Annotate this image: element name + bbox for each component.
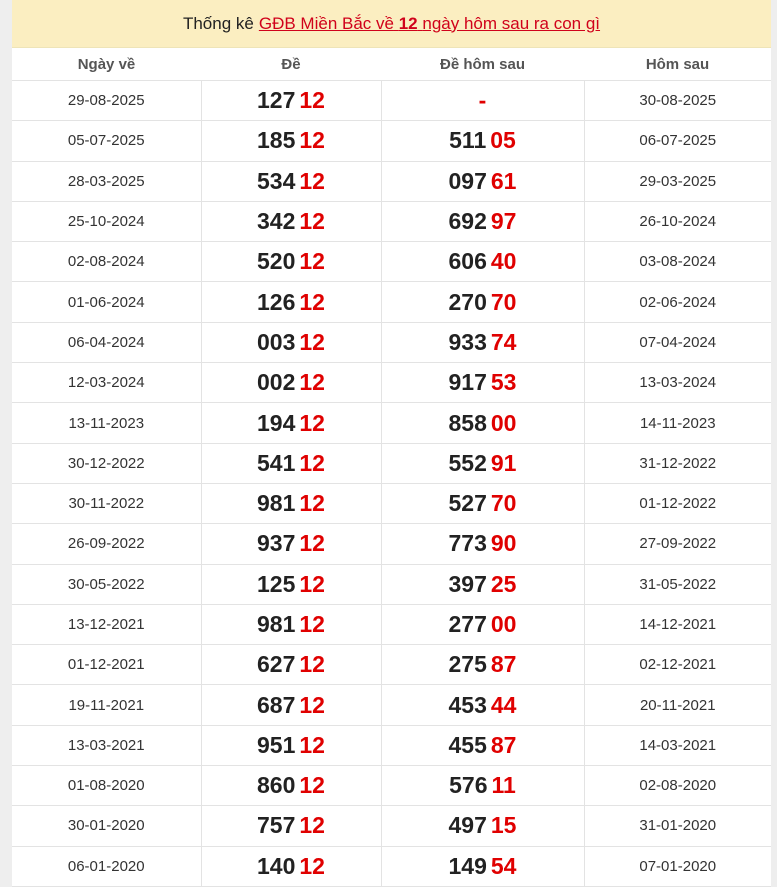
next-head-digits: 773: [448, 530, 487, 557]
next-tail-digits: 90: [490, 530, 517, 557]
next-head-digits: 858: [448, 409, 487, 436]
de-tail-digits: 12: [299, 812, 325, 839]
row-next-de: [381, 121, 584, 161]
de-tail-digits: 12: [299, 208, 325, 235]
de-tail-digits: 12: [299, 87, 325, 114]
row-next-de: [381, 483, 584, 523]
table-row: [12, 483, 771, 523]
row-de: [201, 685, 381, 725]
row-next-date: 07-01-2020: [584, 846, 771, 886]
row-next-de: [381, 685, 584, 725]
de-head-digits: 757: [257, 812, 296, 839]
next-empty-dash: -: [478, 87, 487, 114]
row-next-de: [381, 846, 584, 886]
next-tail-digits: 87: [490, 731, 517, 758]
title-link-before: GĐB Miền Bắc về: [258, 13, 394, 33]
de-tail-digits: 12: [299, 409, 325, 436]
de-head-digits: 127: [257, 87, 296, 114]
row-de: [201, 725, 381, 765]
next-tail-digits: 74: [490, 328, 517, 355]
row-date: 30-11-2022: [12, 483, 201, 523]
table-row: [12, 201, 771, 241]
row-date: 30-05-2022: [12, 564, 201, 604]
de-head-digits: 342: [257, 208, 296, 235]
table-body: [12, 81, 771, 887]
row-date: 12-03-2024: [12, 363, 201, 403]
table-row: [12, 766, 771, 806]
row-next-date: 20-11-2021: [584, 685, 771, 725]
next-head-digits: 606: [448, 248, 487, 275]
row-date: 06-01-2020: [12, 846, 201, 886]
row-next-de: [381, 725, 584, 765]
de-tail-digits: 12: [299, 570, 325, 597]
row-next-de: [381, 242, 584, 282]
next-head-digits: 277: [448, 611, 487, 637]
next-tail-digits: 00: [490, 611, 517, 637]
next-tail-digits: 61: [490, 167, 517, 194]
row-next-date: 01-12-2022: [584, 483, 771, 523]
next-tail-digits: 70: [490, 288, 517, 315]
de-tail-digits: 12: [299, 167, 325, 194]
table-row: [12, 564, 771, 604]
row-next-date: 14-11-2023: [584, 403, 771, 443]
row-date: 01-08-2020: [12, 766, 201, 806]
row-date: 30-01-2020: [12, 806, 201, 846]
table-row: [12, 403, 771, 443]
row-next-date: 31-12-2022: [584, 443, 771, 483]
de-head-digits: 126: [257, 288, 296, 315]
row-de: [201, 806, 381, 846]
table-row: [12, 443, 771, 483]
stats-panel: [12, 0, 771, 886]
next-head-digits: 511: [449, 127, 487, 154]
row-next-de: [381, 564, 584, 604]
table-row: [12, 645, 771, 685]
row-next-date: 03-08-2024: [584, 242, 771, 282]
row-next-de: [381, 766, 584, 806]
row-de: [201, 81, 381, 121]
row-date: 13-12-2021: [12, 604, 201, 644]
de-tail-digits: 12: [299, 288, 325, 315]
next-tail-digits: 53: [490, 369, 517, 396]
stats-table: [12, 48, 771, 887]
col-header-next-de: Đề hôm sau: [381, 48, 584, 81]
de-head-digits: 627: [257, 651, 296, 678]
de-tail-digits: 12: [299, 449, 325, 476]
next-head-digits: 692: [448, 208, 487, 235]
row-next-de: [381, 161, 584, 201]
row-next-date: 14-12-2021: [584, 604, 771, 644]
next-tail-digits: 05: [490, 127, 516, 154]
row-de: [201, 483, 381, 523]
next-head-digits: 455: [448, 731, 487, 758]
next-head-digits: 097: [448, 167, 487, 194]
next-tail-digits: 70: [490, 490, 517, 517]
table-row: [12, 604, 771, 644]
row-date: 13-11-2023: [12, 403, 201, 443]
next-tail-digits: 87: [490, 651, 517, 678]
de-head-digits: 520: [257, 248, 296, 275]
de-tail-digits: 12: [299, 490, 325, 517]
row-date: 01-12-2021: [12, 645, 201, 685]
row-next-date: 14-03-2021: [584, 725, 771, 765]
title-prefix: Thống kê: [182, 13, 254, 33]
de-tail-digits: 12: [299, 852, 325, 879]
row-de: [201, 242, 381, 282]
next-tail-digits: 54: [490, 852, 517, 879]
next-head-digits: 576: [449, 772, 488, 799]
row-de: [201, 564, 381, 604]
table-row: [12, 725, 771, 765]
row-date: 19-11-2021: [12, 685, 201, 725]
de-head-digits: 981: [257, 490, 296, 517]
title-link[interactable]: [259, 14, 600, 34]
table-row: [12, 846, 771, 886]
next-head-digits: 917: [448, 369, 487, 396]
next-head-digits: 497: [448, 812, 487, 839]
next-tail-digits: 91: [490, 449, 517, 476]
table-row: [12, 121, 771, 161]
title-link-after: ngày hôm sau ra con gì: [422, 13, 601, 33]
table-row: [12, 685, 771, 725]
de-head-digits: 981: [257, 611, 296, 637]
title-link-number: 12: [398, 13, 418, 33]
row-date: 13-03-2021: [12, 725, 201, 765]
row-next-date: 27-09-2022: [584, 524, 771, 564]
col-header-de: Đề: [201, 48, 381, 81]
de-head-digits: 951: [257, 731, 296, 758]
row-next-de: [381, 806, 584, 846]
table-row: [12, 81, 771, 121]
de-head-digits: 194: [257, 409, 296, 436]
row-next-date: 13-03-2024: [584, 363, 771, 403]
row-date: 29-08-2025: [12, 81, 201, 121]
next-head-digits: 149: [448, 852, 487, 879]
row-date: 30-12-2022: [12, 443, 201, 483]
row-next-de: [381, 403, 584, 443]
next-head-digits: 552: [448, 449, 487, 476]
de-head-digits: 125: [257, 570, 296, 597]
row-next-date: 29-03-2025: [584, 161, 771, 201]
row-date: 25-10-2024: [12, 201, 201, 241]
row-next-date: 02-06-2024: [584, 282, 771, 322]
row-date: 02-08-2024: [12, 242, 201, 282]
table-row: [12, 322, 771, 362]
row-next-de: [381, 201, 584, 241]
table-header-row: [12, 48, 771, 81]
row-de: [201, 604, 381, 644]
row-de: [201, 201, 381, 241]
row-de: [201, 403, 381, 443]
de-head-digits: 002: [257, 369, 296, 396]
de-head-digits: 860: [257, 772, 296, 799]
de-tail-digits: 12: [299, 530, 325, 557]
row-de: [201, 322, 381, 362]
de-tail-digits: 12: [299, 248, 325, 275]
table-row: [12, 161, 771, 201]
de-head-digits: 534: [257, 167, 296, 194]
row-next-de: [381, 282, 584, 322]
de-tail-digits: 12: [299, 127, 325, 154]
de-tail-digits: 12: [299, 691, 325, 718]
table-row: [12, 806, 771, 846]
de-tail-digits: 12: [299, 369, 325, 396]
row-de: [201, 766, 381, 806]
next-tail-digits: 15: [490, 812, 517, 839]
row-de: [201, 363, 381, 403]
next-head-digits: 270: [448, 288, 487, 315]
next-tail-digits: 25: [490, 570, 517, 597]
row-date: 28-03-2025: [12, 161, 201, 201]
de-head-digits: 140: [257, 852, 296, 879]
row-next-de: [381, 524, 584, 564]
next-tail-digits: 97: [490, 208, 517, 235]
row-next-de: [381, 322, 584, 362]
row-de: [201, 645, 381, 685]
de-tail-digits: 12: [299, 731, 325, 758]
row-date: 26-09-2022: [12, 524, 201, 564]
row-next-de: [381, 604, 584, 644]
de-head-digits: 003: [257, 328, 296, 355]
de-head-digits: 687: [257, 691, 296, 718]
row-next-de: [381, 443, 584, 483]
row-de: [201, 524, 381, 564]
next-tail-digits: 40: [490, 248, 517, 275]
row-next-date: 31-01-2020: [584, 806, 771, 846]
next-tail-digits: 11: [491, 772, 516, 799]
de-tail-digits: 12: [299, 328, 325, 355]
table-row: [12, 282, 771, 322]
table-row: [12, 524, 771, 564]
de-tail-digits: 12: [299, 651, 325, 678]
next-head-digits: 933: [448, 328, 487, 355]
next-head-digits: 275: [448, 651, 487, 678]
row-de: [201, 282, 381, 322]
page-title: [12, 0, 771, 48]
de-tail-digits: 12: [299, 772, 325, 799]
row-next-de: [381, 81, 584, 121]
row-date: 05-07-2025: [12, 121, 201, 161]
next-tail-digits: 44: [490, 691, 517, 718]
next-head-digits: 397: [448, 570, 487, 597]
row-next-date: 02-12-2021: [584, 645, 771, 685]
next-head-digits: 527: [448, 490, 487, 517]
row-next-date: 26-10-2024: [584, 201, 771, 241]
col-header-next-date: Hôm sau: [584, 48, 771, 81]
row-next-de: [381, 363, 584, 403]
de-head-digits: 541: [257, 449, 296, 476]
next-head-digits: 453: [448, 691, 487, 718]
row-de: [201, 846, 381, 886]
table-row: [12, 242, 771, 282]
row-next-date: 06-07-2025: [584, 121, 771, 161]
row-next-date: 31-05-2022: [584, 564, 771, 604]
row-de: [201, 121, 381, 161]
col-header-date: Ngày về: [12, 48, 201, 81]
table-row: [12, 363, 771, 403]
de-tail-digits: 12: [299, 611, 325, 637]
row-date: 06-04-2024: [12, 322, 201, 362]
row-de: [201, 443, 381, 483]
row-next-date: 02-08-2020: [584, 766, 771, 806]
next-tail-digits: 00: [490, 409, 517, 436]
row-de: [201, 161, 381, 201]
row-next-date: 30-08-2025: [584, 81, 771, 121]
de-head-digits: 937: [257, 530, 296, 557]
de-head-digits: 185: [257, 127, 296, 154]
row-date: 01-06-2024: [12, 282, 201, 322]
row-next-date: 07-04-2024: [584, 322, 771, 362]
row-next-de: [381, 645, 584, 685]
